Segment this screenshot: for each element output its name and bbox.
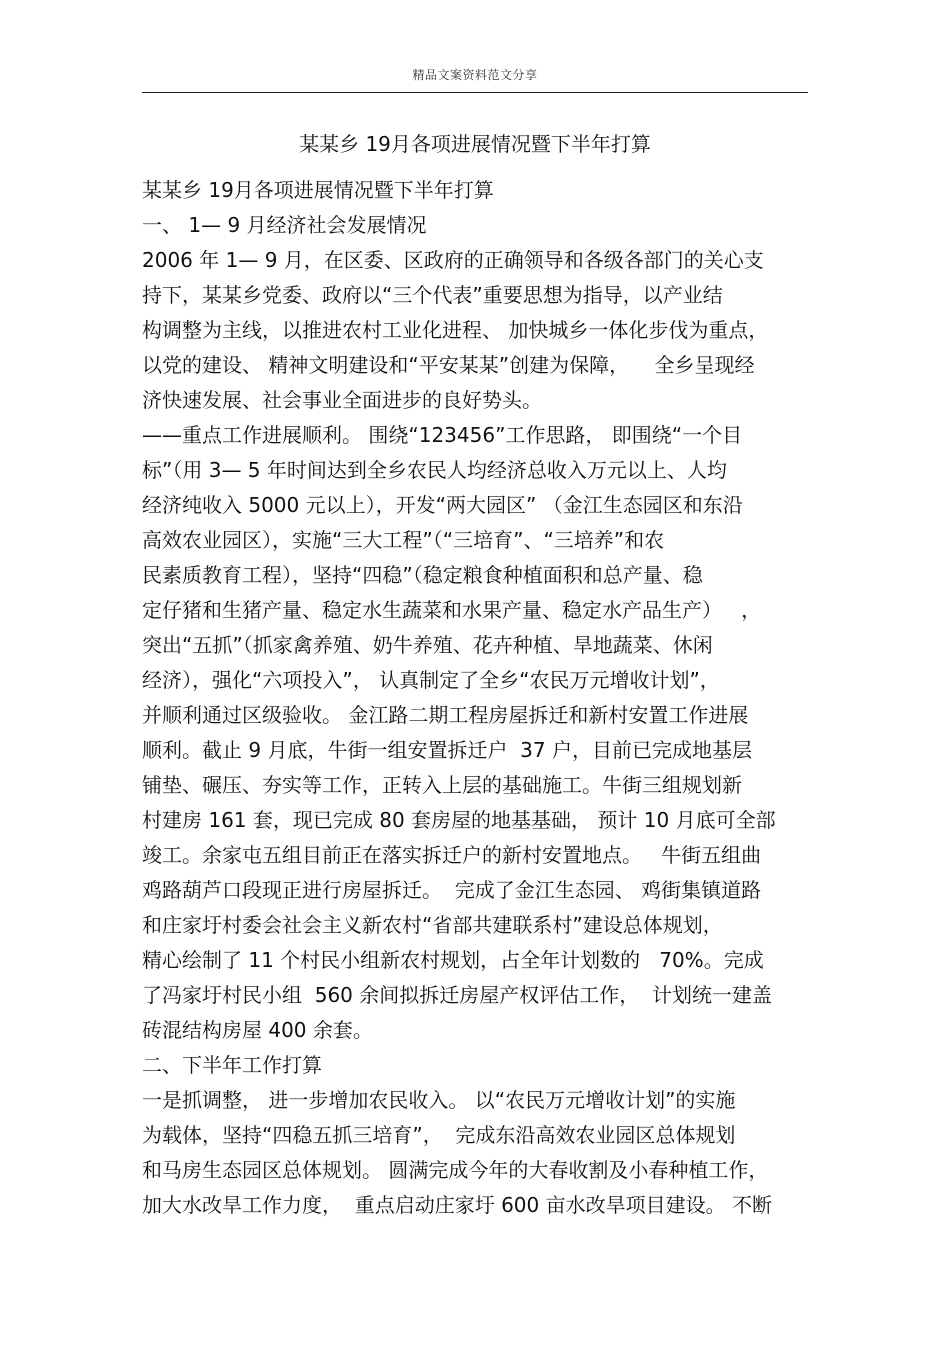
body-line: 构调整为主线，以推进农村工业化进程、 加快城乡一体化步伐为重点， — [142, 318, 769, 342]
body-line: 为载体，坚持“四稳五抓三培育”， 完成东沿高效农业园区总体规划 — [142, 1123, 736, 1147]
body-line: 2006 年 1— 9 月，在区委、区政府的正确领导和各级各部门的关心支 — [142, 248, 764, 272]
body-line: 定仔猪和生猪产量、稳定水生蔬菜和水果产量、稳定水产品生产） ， — [142, 598, 762, 622]
body-line: 鸡路葫芦口段现正进行房屋拆迁。 完成了金江生态园、 鸡街集镇道路 — [142, 878, 762, 902]
body-line: 了冯家圩村民小组 560 余间拟拆迁房屋产权评估工作， 计划统一建盖 — [142, 983, 772, 1007]
header-divider — [142, 92, 808, 93]
body-line: 一、 1— 9 月经济社会发展情况 — [142, 213, 427, 237]
body-line: 二、下半年工作打算 — [142, 1053, 322, 1077]
body-line: 砖混结构房屋 400 余套。 — [142, 1018, 373, 1042]
body-line: 加大水改旱工作力度， 重点启动庄家圩 600 亩水改旱项目建设。 不断 — [142, 1193, 772, 1217]
body-line: 精心绘制了 11 个村民小组新农村规划，占全年计划数的 70%。完成 — [142, 948, 764, 972]
body-line: 铺垫、碾压、夯实等工作，正转入上层的基础施工。牛街三组规划新 — [142, 773, 742, 797]
body-line: ——重点工作进展顺利。 围绕“123456”工作思路， 即围绕“一个目 — [142, 423, 743, 447]
document-body — [142, 173, 812, 1223]
body-line: 和庄家圩村委会社会主义新农村“省部共建联系村”建设总体规划， — [142, 913, 723, 937]
body-line: 并顺利通过区级验收。 金江路二期工程房屋拆迁和新村安置工作进展 — [142, 703, 749, 727]
body-line: 经济纯收入 5000 元以上），开发“两大园区” （金江生态园区和东沿 — [142, 493, 743, 517]
body-line: 以党的建设、 精神文明建设和“平安某某”创建为保障， 全乡呈现经 — [142, 353, 755, 377]
body-line: 经济），强化“六项投入”， 认真制定了全乡“农民万元增收计划”， — [142, 668, 720, 692]
body-line: 济快速发展、社会事业全面进步的良好势头。 — [142, 388, 542, 412]
body-line: 村建房 161 套，现已完成 80 套房屋的地基基础， 预计 10 月底可全部 — [142, 808, 776, 832]
body-line: 某某乡 19月各项进展情况暨下半年打算 — [142, 178, 494, 202]
body-line: 一是抓调整， 进一步增加农民收入。 以“农民万元增收计划”的实施 — [142, 1088, 736, 1112]
document-title: 某某乡 19月各项进展情况暨下半年打算 — [299, 132, 651, 156]
page-header: 精品文案资料范文分享 — [412, 68, 538, 82]
body-line: 高效农业园区），实施“三大工程”（“三培育”、“三培养”和农 — [142, 528, 665, 552]
body-line: 持下，某某乡党委、政府以“三个代表”重要思想为指导，以产业结 — [142, 283, 723, 307]
body-line: 标”（用 3— 5 年时间达到全乡农民人均经济总收入万元以上、人均 — [142, 458, 727, 482]
body-line: 竣工。余家屯五组目前正在落实拆迁户的新村安置地点。 牛街五组曲 — [142, 843, 762, 867]
body-line: 突出“五抓”（抓家禽养殖、奶牛养殖、花卉种植、旱地蔬菜、休闲 — [142, 633, 713, 657]
body-line: 民素质教育工程），坚持“四稳”（稳定粮食种植面积和总产量、稳 — [142, 563, 703, 587]
body-line: 和马房生态园区总体规划。 圆满完成今年的大春收割及小春种植工作， — [142, 1158, 769, 1182]
body-line: 顺利。截止 9 月底，牛街一组安置拆迁户 37 户，目前已完成地基层 — [142, 738, 752, 762]
